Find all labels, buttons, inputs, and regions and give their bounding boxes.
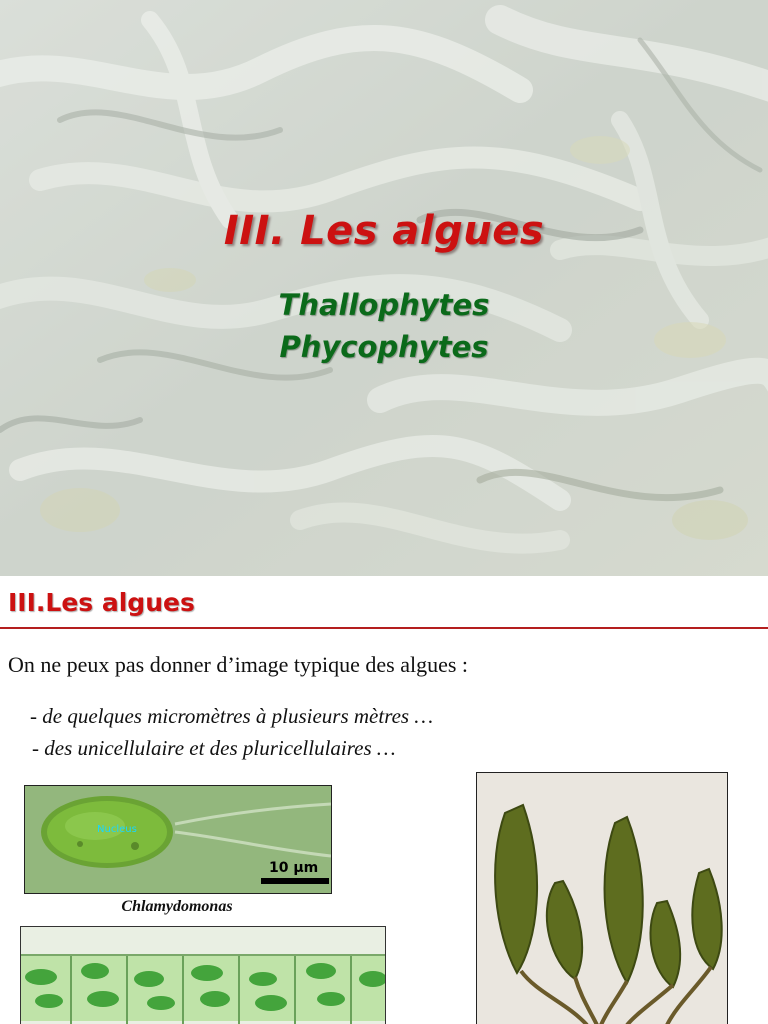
title-divider (0, 627, 768, 629)
chlamydomonas-micrograph (24, 785, 332, 894)
intro-text: On ne peux pas donner d’image typique des algues : (8, 652, 469, 677)
chlamydomonas-caption: Chlamydomonas (121, 898, 233, 915)
scale-bar-label: 10 µm (269, 860, 319, 876)
subtitle-thallophytes: Thallophytes (278, 288, 490, 322)
filamentous-alga-micrograph (20, 926, 386, 1024)
bullet-cellularity: - des unicellulaire et des pluricellulaires … (32, 736, 396, 760)
slide-title: III. Les algues (223, 208, 545, 254)
scale-bar (261, 878, 329, 884)
subtitle-phycophytes: Phycophytes (279, 330, 489, 364)
bullet-size-range: - de quelques micromètres à plusieurs mètres … (30, 704, 434, 728)
nucleus-label: Nucleus (97, 824, 137, 835)
brown-alga-photo (476, 772, 728, 1024)
section-title: III.Les algues (8, 588, 195, 617)
content-slide (0, 576, 768, 1024)
